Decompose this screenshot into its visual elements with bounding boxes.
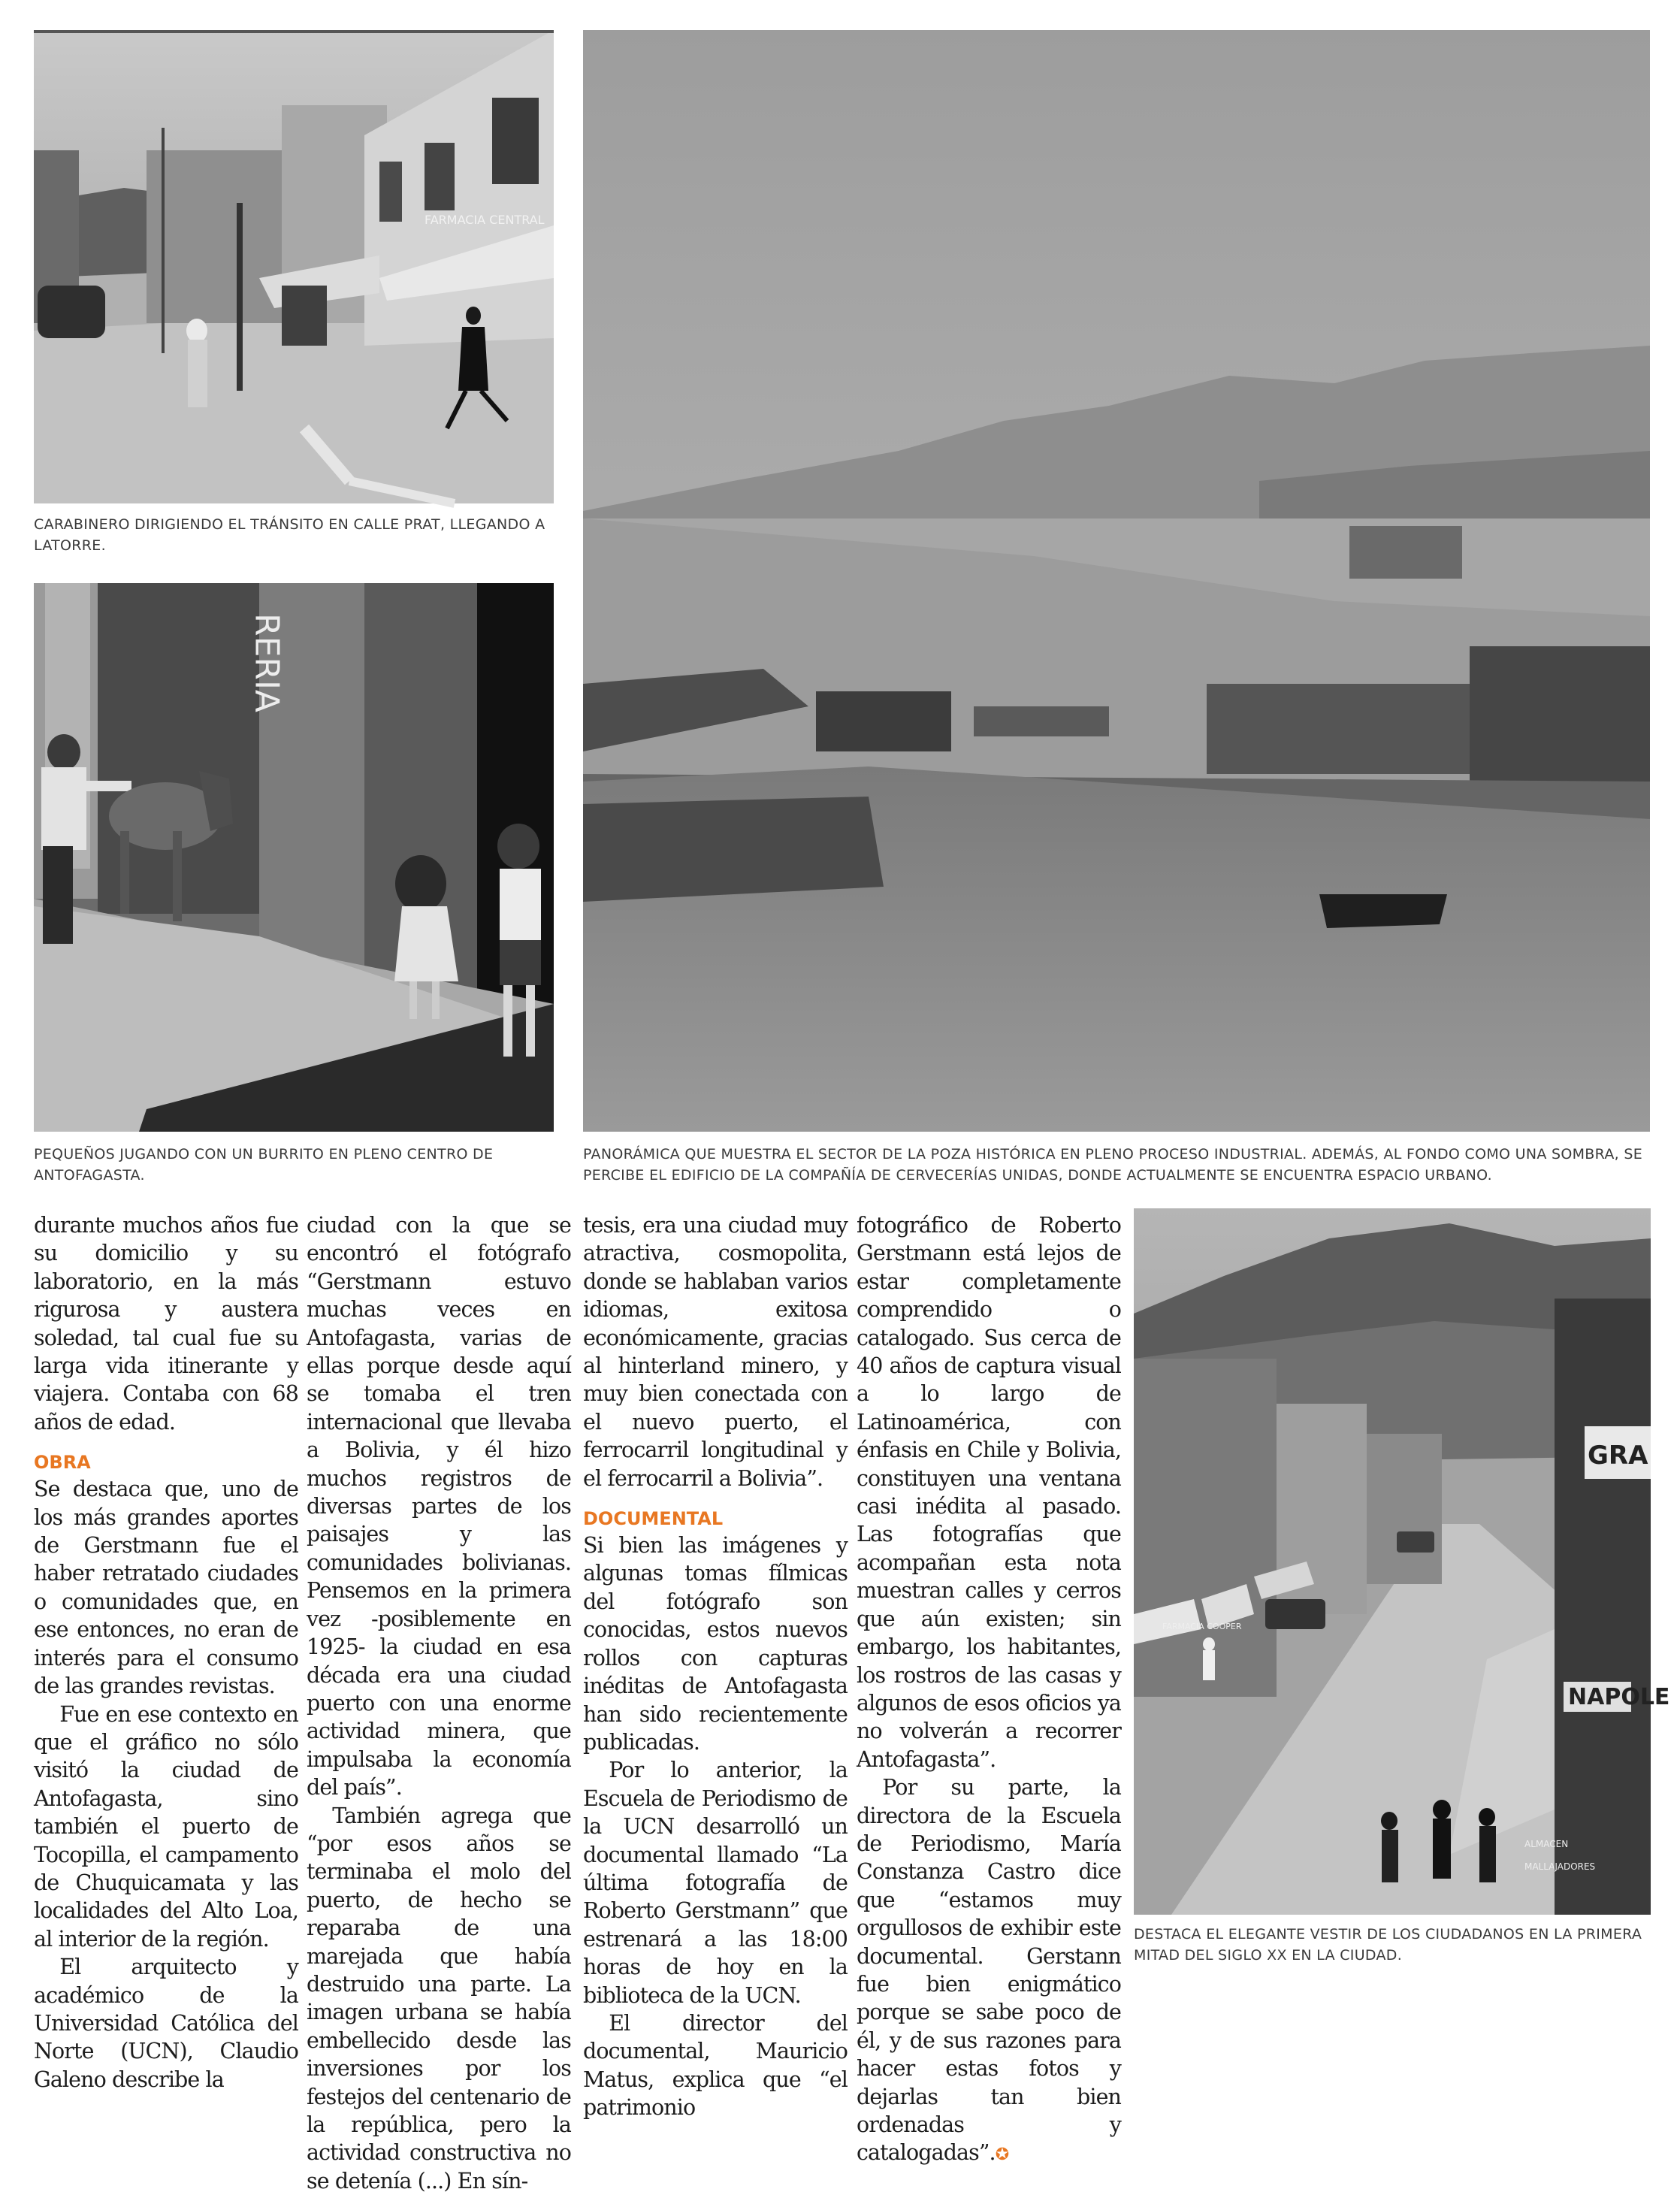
sign-gra: GRA: [1588, 1441, 1648, 1471]
col4-paragraph-2-wrap: [857, 1773, 1121, 2169]
col3-paragraph-2: Si bien las imágenes y algunas tomas fílmicas del fotógrafo son conocidas, estos nuevos rollos con capturas inéditas de Antofagasta han sido recientemente publicadas.: [583, 1533, 848, 1755]
caption-panorama: PANORÁMICA QUE MUESTRA EL SECTOR DE LA POZA HISTÓRICA EN PLENO PROCESO INDUSTRIAL. ADEMÁS, AL FONDO COMO UNA SOMBRA, SE PERCIBE EL EDIFICIO DE LA COMPAÑÍA DE CERVECERÍAS UNIDAS, DONDE ACTUALMENTE SE ENCUENTRA ESPACIO URBANO.: [583, 1146, 1642, 1184]
sign-napole: NAPOLE: [1568, 1684, 1670, 1710]
col4-paragraph-1: fotográfico de Roberto Gerstmann está lejos de estar completamente comprendido o catalogado. Sus cerca de 40 años de captura visual a lo largo de Latinoamérica, con énfasis en Chile y Bolivia, constituyen una ventana casi inédita al pasado. Las fotografías que acompañan esta nota muestran calles y cerros que aún existen; sin embargo, los habitantes, los rostros de las casas y algunos de esos oficios ya no volverán a recorrer Antofagasta”.: [857, 1213, 1121, 1772]
col4-paragraph-2: Por su parte, la directora de la Escuela de Periodismo, María Constanza Castro dice que “estamos muy orgullosos de exhibir este documental. Gerstann fue bien enigmático porque se sabe poco de él, y de sus razones para hacer estas fotos y dejarlas tan bien ordenadas y catalogadas”.: [857, 1775, 1121, 2166]
col1-paragraph-1: durante muchos años fue su domicilio y su laboratorio, en la más rigurosa y austera soledad, tal cual fue su larga vida itinerante y viajera. Contaba con 68 años de edad.: [34, 1213, 298, 1435]
col3-paragraph-1: tesis, era una ciudad muy atractiva, cosmopolita, donde se hablaban varios idiomas, exitosa económicamente, gracias al hinterland minero, y muy bien conectada con el nuevo puerto, el ferrocarril longitudinal y el ferrocarril a Bolivia”.: [583, 1213, 848, 1491]
caption-citizens: DESTACA EL ELEGANTE VESTIR DE LOS CIUDADANOS EN LA PRIMERA MITAD DEL SIGLO XX EN LA CIUDAD.: [1134, 1926, 1642, 1964]
farmacia-central-sign: FARMACIA CENTRAL: [425, 213, 545, 227]
reria-sign-text: RERIA: [247, 613, 286, 713]
col2-paragraph-2: También agrega que “por esos años se terminaba el molo del puerto, de hecho se reparaba de una marejada que había destruido una parte. La imagen urbana se había embellecido desde las inversiones por los festejos del centenario de la república, pero la actividad constructiva no se detenía (...) En sín-: [307, 1803, 571, 2193]
photo-street-carabinero: [34, 30, 554, 503]
article-column-4: [857, 1211, 1121, 2169]
col1-paragraph-2: Se destaca que, uno de los más grandes aportes de Gerstmann fue el haber retratado ciudades o comunidades que, en ese entonces, no eran de interés para el consumo de las grandes revistas.: [34, 1477, 298, 1699]
sign-almacen: ALMACEN: [1524, 1839, 1569, 1849]
section-heading-documental: DOCUMENTAL: [583, 1508, 724, 1530]
article-column-2: [307, 1211, 571, 2195]
caption-street: CARABINERO DIRIGIENDO EL TRÁNSITO EN CALLE PRAT, LLEGANDO A LATORRE.: [34, 516, 545, 554]
photo-citizens-street: [1134, 1208, 1670, 1915]
caption-children: PEQUEÑOS JUGANDO CON UN BURRITO EN PLENO CENTRO DE ANTOFAGASTA.: [34, 1146, 494, 1184]
sign-farmacia-cooper: FARMACIA COOPER: [1162, 1622, 1242, 1631]
col1-paragraph-3: Fue en ese contexto en que el gráfico no sólo visitó la ciudad de Antofagasta, sino también el puerto de Tocopilla, el campamento de Chuquicamata y las localidades del Alto Loa, al interior de la región.: [34, 1701, 298, 1952]
end-of-article-icon: ✪: [995, 2145, 1009, 2165]
sign-mallajadores: MALLAJADORES: [1524, 1861, 1596, 1872]
photo-children-donkey: [34, 583, 554, 1132]
article-column-1: [34, 1211, 298, 2094]
col3-paragraph-3: Por lo anterior, la Escuela de Periodismo de la UCN desarrolló un documental llamado “La última fotografía de Roberto Gerstmann” que estrenará a las 18:00 horas de hoy en la biblioteca de la UCN.: [583, 1758, 848, 2008]
article-column-3: [583, 1211, 848, 2122]
section-heading-obra: OBRA: [34, 1452, 91, 1474]
col3-paragraph-4: El director del documental, Mauricio Matus, explica que “el patrimonio: [583, 2010, 848, 2121]
col2-paragraph-1: ciudad con la que se encontró el fotógrafo “Gerstmann estuvo muchas veces en Antofagasta, varias de ellas porque desde aquí se tomaba el tren internacional que llevaba a Bolivia, y él hizo muchos registros de diversas partes de los paisajes y las comunidades bolivianas. Pensemos en la primera vez -posiblemente en 1925- la ciudad en esa década era una ciudad puerto con una enorme actividad minera, que impulsaba la economía del país”.: [307, 1213, 571, 1800]
col1-paragraph-4: El arquitecto y académico de la Universidad Católica del Norte (UCN), Claudio Galeno describe la: [34, 1955, 298, 2092]
photo-panorama-port: [583, 30, 1650, 1132]
